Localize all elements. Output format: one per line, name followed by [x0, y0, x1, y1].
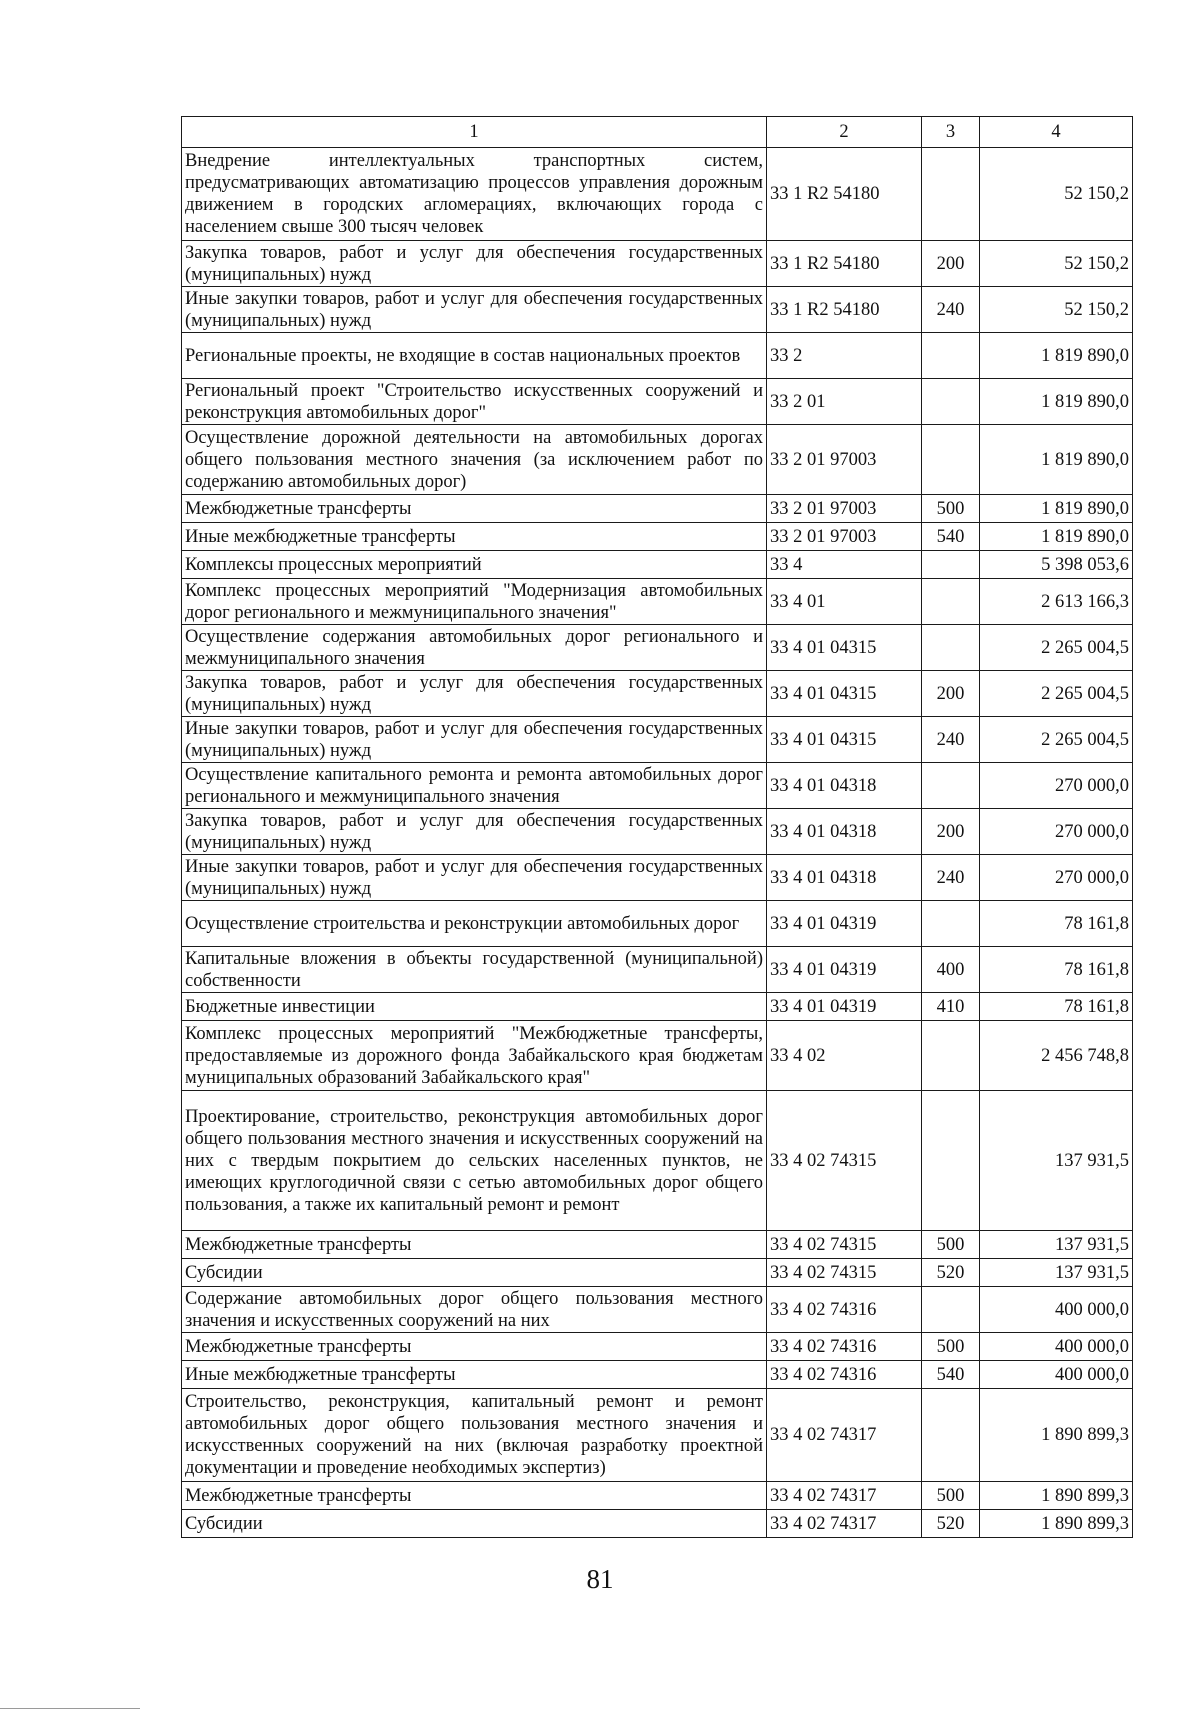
row-sum-cell: 400 000,0 — [980, 1287, 1133, 1333]
row-code-cell: 33 4 01 — [767, 579, 922, 625]
row-code-cell: 33 4 02 74315 — [767, 1231, 922, 1259]
row-code-cell: 33 4 01 04319 — [767, 901, 922, 947]
row-sum-cell: 2 265 004,5 — [980, 717, 1133, 763]
row-name-cell: Комплекс процессных мероприятий "Межбюджетные трансферты, предоставляемые из дорожного фонда Забайкальского края бюджетам муниципальных образований Забайкальского края" — [182, 1021, 767, 1091]
table-row — [182, 425, 1133, 495]
row-name-cell: Комплексы процессных мероприятий — [182, 551, 767, 579]
row-type-cell: 240 — [922, 855, 980, 901]
table-row — [182, 495, 1133, 523]
table-row — [182, 763, 1133, 809]
row-type-cell — [922, 763, 980, 809]
row-name-cell: Бюджетные инвестиции — [182, 993, 767, 1021]
row-name-cell: Осуществление дорожной деятельности на автомобильных дорогах общего пользования местного значения (за исключением работ по содержанию автомобильных дорог) — [182, 425, 767, 495]
row-code-cell: 33 4 01 04318 — [767, 855, 922, 901]
row-code-cell: 33 4 01 04315 — [767, 671, 922, 717]
row-code-cell: 33 1 R2 54180 — [767, 148, 922, 241]
row-sum-cell: 1 890 899,3 — [980, 1482, 1133, 1510]
table-row — [182, 717, 1133, 763]
row-code-cell: 33 4 02 — [767, 1021, 922, 1091]
row-code-cell: 33 2 01 — [767, 379, 922, 425]
table-row — [182, 1361, 1133, 1389]
table-row — [182, 551, 1133, 579]
row-type-cell — [922, 333, 980, 379]
row-sum-cell: 78 161,8 — [980, 901, 1133, 947]
table-row — [182, 947, 1133, 993]
row-type-cell: 520 — [922, 1510, 980, 1538]
row-name-cell: Иные закупки товаров, работ и услуг для обеспечения государственных (муниципальных) нужд — [182, 287, 767, 333]
scan-edge-line — [0, 1708, 140, 1709]
row-name-cell: Субсидии — [182, 1510, 767, 1538]
table-row — [182, 625, 1133, 671]
row-name-cell: Строительство, реконструкция, капитальный ремонт и ремонт автомобильных дорог общего пользования местного значения и искусственных сооружений на них (включая разработку проектной документации и проведение необходимых экспертиз) — [182, 1389, 767, 1482]
table-row — [182, 1021, 1133, 1091]
row-type-cell: 400 — [922, 947, 980, 993]
row-name-cell: Капитальные вложения в объекты государственной (муниципальной) собственности — [182, 947, 767, 993]
table-row — [182, 1287, 1133, 1333]
row-code-cell: 33 2 — [767, 333, 922, 379]
row-type-cell — [922, 379, 980, 425]
row-sum-cell: 52 150,2 — [980, 148, 1133, 241]
row-name-cell: Осуществление содержания автомобильных дорог регионального и межмуниципального значения — [182, 625, 767, 671]
row-name-cell: Межбюджетные трансферты — [182, 1231, 767, 1259]
row-name-cell: Межбюджетные трансферты — [182, 1482, 767, 1510]
row-name-cell: Иные межбюджетные трансферты — [182, 523, 767, 551]
row-type-cell: 200 — [922, 809, 980, 855]
row-sum-cell: 2 613 166,3 — [980, 579, 1133, 625]
row-type-cell: 200 — [922, 241, 980, 287]
row-sum-cell: 5 398 053,6 — [980, 551, 1133, 579]
row-type-cell: 500 — [922, 1333, 980, 1361]
row-type-cell: 500 — [922, 495, 980, 523]
row-name-cell: Закупка товаров, работ и услуг для обеспечения государственных (муниципальных) нужд — [182, 809, 767, 855]
row-code-cell: 33 4 02 74316 — [767, 1287, 922, 1333]
row-code-cell: 33 2 01 97003 — [767, 425, 922, 495]
row-sum-cell: 52 150,2 — [980, 241, 1133, 287]
row-sum-cell: 52 150,2 — [980, 287, 1133, 333]
row-type-cell: 240 — [922, 717, 980, 763]
row-code-cell: 33 4 01 04319 — [767, 947, 922, 993]
header-cell-sum: 4 — [980, 117, 1133, 148]
row-type-cell — [922, 148, 980, 241]
header-cell-code: 2 — [767, 117, 922, 148]
table-row — [182, 287, 1133, 333]
row-code-cell: 33 2 01 97003 — [767, 495, 922, 523]
table-row — [182, 901, 1133, 947]
row-sum-cell: 137 931,5 — [980, 1259, 1133, 1287]
row-sum-cell: 2 265 004,5 — [980, 625, 1133, 671]
budget-table — [181, 116, 1133, 1538]
row-sum-cell: 1 890 899,3 — [980, 1389, 1133, 1482]
row-code-cell: 33 4 01 04315 — [767, 717, 922, 763]
row-name-cell: Субсидии — [182, 1259, 767, 1287]
row-name-cell: Проектирование, строительство, реконструкция автомобильных дорог общего пользования местного значения и искусственных сооружений на них с твердым покрытием до сельских населенных пунктов, не имеющих круглогодичной связи с сетью автомобильных дорог общего пользования, а также их капитальный ремонт и ремонт — [182, 1091, 767, 1231]
table-row — [182, 1259, 1133, 1287]
row-name-cell: Осуществление капитального ремонта и ремонта автомобильных дорог регионального и межмуниципального значения — [182, 763, 767, 809]
row-name-cell: Содержание автомобильных дорог общего пользования местного значения и искусственных сооружений на них — [182, 1287, 767, 1333]
row-type-cell: 520 — [922, 1259, 980, 1287]
row-code-cell: 33 4 02 74316 — [767, 1333, 922, 1361]
row-code-cell: 33 4 02 74317 — [767, 1510, 922, 1538]
table-row — [182, 523, 1133, 551]
row-sum-cell: 137 931,5 — [980, 1091, 1133, 1231]
row-sum-cell: 1 819 890,0 — [980, 523, 1133, 551]
row-name-cell: Межбюджетные трансферты — [182, 495, 767, 523]
table-row — [182, 333, 1133, 379]
row-code-cell: 33 2 01 97003 — [767, 523, 922, 551]
row-name-cell: Внедрение интеллектуальных транспортных систем, предусматривающих автоматизацию процессов управления дорожным движением в городских агломерациях, включающих города с населением свыше 300 тысяч человек — [182, 148, 767, 241]
row-code-cell: 33 4 01 04318 — [767, 809, 922, 855]
row-code-cell: 33 4 — [767, 551, 922, 579]
row-type-cell: 540 — [922, 1361, 980, 1389]
table-row — [182, 1482, 1133, 1510]
table-row — [182, 1389, 1133, 1482]
row-code-cell: 33 4 02 74315 — [767, 1259, 922, 1287]
row-name-cell: Осуществление строительства и реконструкции автомобильных дорог — [182, 901, 767, 947]
row-code-cell: 33 4 02 74316 — [767, 1361, 922, 1389]
row-sum-cell: 78 161,8 — [980, 993, 1133, 1021]
row-code-cell: 33 4 01 04318 — [767, 763, 922, 809]
row-code-cell: 33 1 R2 54180 — [767, 287, 922, 333]
row-name-cell: Межбюджетные трансферты — [182, 1333, 767, 1361]
row-name-cell: Закупка товаров, работ и услуг для обеспечения государственных (муниципальных) нужд — [182, 671, 767, 717]
row-sum-cell: 270 000,0 — [980, 763, 1133, 809]
row-code-cell: 33 4 01 04315 — [767, 625, 922, 671]
row-sum-cell: 1 819 890,0 — [980, 379, 1133, 425]
row-sum-cell: 400 000,0 — [980, 1333, 1133, 1361]
row-sum-cell: 270 000,0 — [980, 809, 1133, 855]
table-row — [182, 809, 1133, 855]
table-row — [182, 1231, 1133, 1259]
row-type-cell: 240 — [922, 287, 980, 333]
header-cell-name: 1 — [182, 117, 767, 148]
row-sum-cell: 1 819 890,0 — [980, 333, 1133, 379]
row-type-cell — [922, 1389, 980, 1482]
row-type-cell: 200 — [922, 671, 980, 717]
row-name-cell: Иные межбюджетные трансферты — [182, 1361, 767, 1389]
row-type-cell — [922, 901, 980, 947]
row-code-cell: 33 4 02 74315 — [767, 1091, 922, 1231]
table-row — [182, 1091, 1133, 1231]
table-body — [182, 148, 1133, 1538]
table-row — [182, 379, 1133, 425]
row-type-cell — [922, 1287, 980, 1333]
table-row — [182, 671, 1133, 717]
row-code-cell: 33 1 R2 54180 — [767, 241, 922, 287]
row-name-cell: Региональные проекты, не входящие в состав национальных проектов — [182, 333, 767, 379]
row-sum-cell: 137 931,5 — [980, 1231, 1133, 1259]
row-code-cell: 33 4 02 74317 — [767, 1482, 922, 1510]
row-name-cell: Закупка товаров, работ и услуг для обеспечения государственных (муниципальных) нужд — [182, 241, 767, 287]
row-type-cell — [922, 425, 980, 495]
row-sum-cell: 270 000,0 — [980, 855, 1133, 901]
row-name-cell: Иные закупки товаров, работ и услуг для обеспечения государственных (муниципальных) нужд — [182, 717, 767, 763]
header-cell-type: 3 — [922, 117, 980, 148]
row-name-cell: Региональный проект "Строительство искусственных сооружений и реконструкция автомобильных дорог" — [182, 379, 767, 425]
table-row — [182, 148, 1133, 241]
row-type-cell: 500 — [922, 1231, 980, 1259]
table-row — [182, 1333, 1133, 1361]
row-type-cell — [922, 1021, 980, 1091]
row-sum-cell: 2 456 748,8 — [980, 1021, 1133, 1091]
table-header-row — [182, 117, 1133, 148]
row-code-cell: 33 4 02 74317 — [767, 1389, 922, 1482]
table-row — [182, 855, 1133, 901]
row-type-cell: 500 — [922, 1482, 980, 1510]
row-type-cell — [922, 1091, 980, 1231]
row-type-cell — [922, 579, 980, 625]
row-name-cell: Комплекс процессных мероприятий "Модернизация автомобильных дорог регионального и межмуниципального значения" — [182, 579, 767, 625]
row-sum-cell: 400 000,0 — [980, 1361, 1133, 1389]
table-row — [182, 241, 1133, 287]
row-type-cell — [922, 625, 980, 671]
table-row — [182, 1510, 1133, 1538]
row-type-cell: 540 — [922, 523, 980, 551]
page-number: 81 — [586, 1564, 614, 1594]
row-sum-cell: 2 265 004,5 — [980, 671, 1133, 717]
row-type-cell — [922, 551, 980, 579]
row-sum-cell: 1 890 899,3 — [980, 1510, 1133, 1538]
table-row — [182, 579, 1133, 625]
row-name-cell: Иные закупки товаров, работ и услуг для обеспечения государственных (муниципальных) нужд — [182, 855, 767, 901]
row-sum-cell: 1 819 890,0 — [980, 495, 1133, 523]
table-row — [182, 993, 1133, 1021]
row-type-cell: 410 — [922, 993, 980, 1021]
row-sum-cell: 1 819 890,0 — [980, 425, 1133, 495]
row-sum-cell: 78 161,8 — [980, 947, 1133, 993]
row-code-cell: 33 4 01 04319 — [767, 993, 922, 1021]
